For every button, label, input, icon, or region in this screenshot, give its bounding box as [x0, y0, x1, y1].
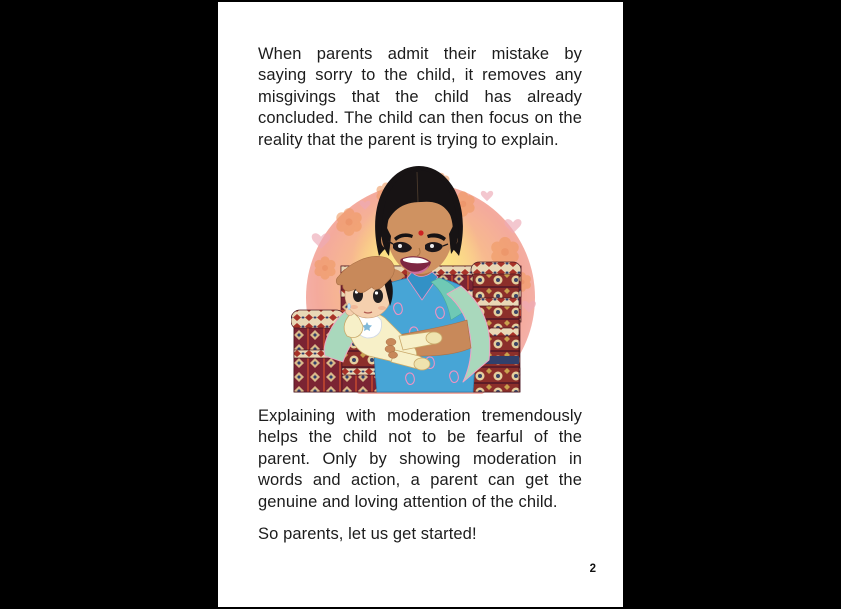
text-line: reality that the parent is trying to explain. — [258, 130, 559, 149]
bindi — [418, 230, 423, 235]
text-line: misgivings that the child has already — [258, 87, 582, 106]
closing-line: So parents, let us get started! — [258, 525, 477, 543]
text-line: genuine and loving attention of the child. — [258, 492, 558, 511]
text-line: parent. Only by showing moderation in — [258, 449, 582, 468]
text-line: saying sorry to the child, it removes any — [258, 66, 582, 85]
text-line: helps the child not to be fearful of the — [258, 428, 582, 447]
text-line: concluded. The child can then focus on the — [258, 109, 582, 128]
text-line: When parents admit their mistake by — [258, 45, 582, 63]
page-number: 2 — [589, 563, 596, 575]
paragraph-1 — [258, 44, 582, 151]
paragraph-2 — [258, 406, 582, 513]
book-page — [218, 2, 623, 607]
text-line: Explaining with moderation tremendously — [258, 407, 582, 425]
mother-baby-illustration — [291, 160, 543, 400]
text-line: words and action, a parent can get the — [258, 471, 582, 490]
